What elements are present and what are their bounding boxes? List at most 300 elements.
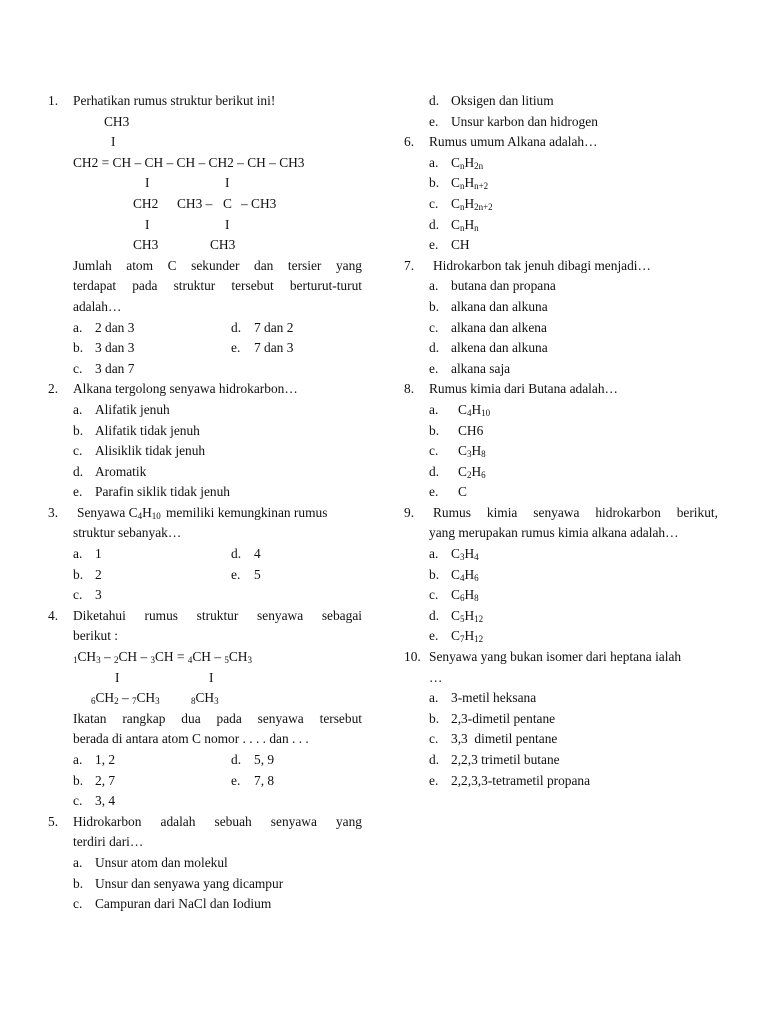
formula-subscript: 3 [459, 552, 465, 563]
option-row [48, 338, 362, 359]
bond-bar: I [225, 175, 230, 191]
formula-element: H [464, 195, 475, 211]
option-row [404, 194, 718, 215]
structure-row [48, 132, 362, 153]
question-text: Rumus kimia dari Butana adalah… [429, 381, 618, 397]
stem-text: Diketahui rumus struktur senyawa sebagai [73, 607, 362, 623]
option-row [404, 359, 718, 380]
formula-subscript: 6 [481, 469, 486, 480]
formula-subscript: 12 [474, 613, 484, 624]
option-letter: b. [73, 340, 84, 356]
stem-text: terdapat pada struktur tersebut berturut-turut [73, 278, 362, 294]
option-text: Unsur atom dan molekul [95, 854, 228, 870]
option-row [404, 709, 718, 730]
option-row [48, 771, 362, 792]
structure-row [48, 153, 362, 174]
structure-row [48, 173, 362, 194]
left-column [48, 91, 362, 915]
option-formula [458, 400, 490, 421]
formula-subscript: 6 [459, 593, 465, 604]
option-letter: a. [73, 401, 83, 417]
formula-group: CH [192, 649, 211, 665]
formula-element: C [451, 154, 460, 170]
question-text: Hidrokarbon tak jenuh dibagi menjadi… [433, 257, 651, 273]
question-number: 6. [404, 134, 415, 150]
formula-subscript: 4 [459, 572, 465, 583]
option-text: Oksigen dan litium [451, 93, 554, 108]
bond-bar: I [145, 175, 150, 191]
option-letter: b. [73, 875, 84, 891]
option-letter: c. [73, 443, 83, 459]
formula-bond: – [210, 649, 225, 665]
question-stem [48, 626, 362, 647]
option-row [48, 441, 362, 462]
formula-subscript: n [474, 222, 479, 233]
structure-text: CH3 [210, 237, 236, 253]
option-row [404, 750, 718, 771]
atom-number: 3 [150, 655, 155, 666]
formula-subscript: 7 [459, 634, 465, 645]
option-letter: e. [231, 772, 241, 788]
question-stem [48, 832, 362, 853]
option-text: alkana saja [451, 360, 511, 376]
option-letter: b. [73, 566, 84, 582]
option-row [404, 91, 718, 112]
option-text: 1, 2 [95, 752, 116, 767]
atom-number: 7 [132, 696, 137, 707]
q3-text-after: memiliki kemungkinan rumus [166, 504, 328, 520]
option-text: Campuran dari NaCl dan Iodium [95, 896, 272, 912]
formula-subscript: 2n+2 [474, 201, 493, 212]
formula-subscript: n [459, 201, 465, 212]
structure-text: CH3 [104, 113, 130, 129]
option-row [48, 462, 362, 483]
option-formula [451, 585, 479, 606]
option-text: 3-metil heksana [451, 690, 537, 706]
option-row [404, 338, 718, 359]
formula-subscript: 4 [474, 552, 479, 563]
option-text: 2,2,3 trimetil butane [451, 752, 560, 767]
option-row [404, 565, 718, 586]
option-text: Alisiklik tidak jenuh [95, 443, 206, 459]
formula-element: CH6 [458, 422, 484, 438]
option-letter: c. [429, 195, 439, 211]
option-row [404, 771, 718, 792]
formula-element: CH [451, 237, 470, 253]
formula-element: C [451, 587, 460, 603]
option-letter: b. [429, 175, 440, 191]
option-letter: a. [73, 546, 83, 562]
option-text: Parafin siklik tidak jenuh [95, 484, 230, 500]
option-text: alkena dan alkuna [451, 340, 548, 356]
option-text: 5, 9 [254, 752, 275, 767]
stem-text: Jumlah atom C sekunder dan tersier yang [73, 257, 362, 273]
formula-bond: – [118, 690, 132, 706]
option-text: 7 dan 2 [254, 319, 294, 335]
option-letter: e. [73, 484, 83, 500]
option-letter: d. [429, 216, 440, 232]
question-stem [48, 297, 362, 318]
option-letter: e. [231, 340, 241, 356]
option-formula [451, 153, 483, 174]
formula-subscript: 3 [466, 449, 472, 460]
stem-text: adalah… [73, 298, 122, 314]
option-letter: b. [73, 422, 84, 438]
option-row [404, 462, 718, 483]
formula-subscript: 3 [155, 696, 160, 707]
formula-bond: – [100, 649, 114, 665]
option-row [404, 235, 718, 256]
option-formula [451, 544, 479, 565]
option-row [48, 874, 362, 895]
structure-row [48, 215, 362, 236]
formula-double-bond: = [173, 649, 188, 665]
question-4 [48, 606, 362, 627]
formula-subscript: 8 [481, 449, 486, 460]
right-column [404, 91, 718, 791]
structure-text: CH3 – [177, 195, 213, 211]
option-letter: e. [231, 566, 241, 582]
q3-subscript-h: 10 [151, 510, 161, 521]
question-6 [404, 132, 718, 153]
stem-text: Rumus kimia senyawa hidrokarbon berikut, [433, 504, 718, 520]
stem-text: berikut : [73, 628, 118, 644]
formula-subscript: 2n [474, 160, 484, 171]
option-letter: b. [429, 422, 440, 438]
formula-subscript: 2 [114, 696, 119, 707]
formula-element: H [464, 607, 475, 623]
option-text: 2 dan 3 [95, 319, 135, 335]
option-letter: e. [429, 772, 439, 788]
formula-group: CH [195, 690, 215, 706]
formula-element: C [451, 195, 460, 211]
option-text: Unsur dan senyawa yang dicampur [95, 875, 284, 891]
formula-subscript: 3 [247, 655, 252, 666]
formula-element: H [464, 216, 475, 232]
formula-subscript: 12 [474, 634, 484, 645]
formula-element: H [464, 546, 475, 562]
formula-element: H [471, 401, 482, 417]
option-text: Aromatik [95, 463, 147, 479]
formula-element: C [458, 463, 467, 479]
formula-subscript: n [459, 160, 465, 171]
option-letter: c. [73, 896, 83, 912]
bond-bar: I [111, 134, 116, 150]
formula-subscript: 3 [96, 655, 101, 666]
question-number: 1. [48, 93, 59, 108]
option-letter: c. [429, 587, 439, 603]
q3-subscript-c: 4 [137, 510, 143, 521]
stem-text: … [429, 669, 443, 685]
atom-number: 2 [114, 655, 119, 666]
option-text: 2,2,3,3-tetrametil propana [451, 772, 591, 788]
formula-element: H [464, 587, 475, 603]
option-letter: a. [73, 752, 83, 767]
question-number: 7. [404, 257, 415, 273]
option-text: Alifatik tidak jenuh [95, 422, 200, 438]
question-number: 8. [404, 381, 415, 397]
option-row [48, 750, 362, 771]
formula-element: C [451, 175, 460, 191]
option-text: 7 dan 3 [254, 340, 294, 356]
option-text: alkana dan alkena [451, 319, 547, 335]
formula-element: C [451, 607, 460, 623]
option-row [404, 606, 718, 627]
formula-element: H [464, 566, 475, 582]
formula-element: C [458, 401, 467, 417]
formula-subscript: 6 [474, 572, 479, 583]
option-letter: d. [231, 319, 242, 335]
option-letter: a. [429, 401, 439, 417]
option-letter: e. [429, 360, 439, 376]
question-number: 10. [404, 649, 421, 665]
question-9 [404, 503, 718, 524]
option-row [48, 791, 362, 812]
option-row [404, 400, 718, 421]
option-text: Alifatik jenuh [95, 401, 170, 417]
option-text: 5 [254, 566, 261, 582]
option-formula [451, 626, 483, 647]
option-row [48, 400, 362, 421]
question-stem [48, 256, 362, 277]
option-letter: a. [73, 319, 83, 335]
question-stem [48, 709, 362, 730]
option-formula [451, 194, 493, 215]
formula-group: CH [95, 690, 115, 706]
formula-subscript: n+2 [474, 181, 489, 192]
option-text: 2,3-dimetil pentane [451, 710, 556, 726]
option-formula [451, 606, 483, 627]
option-row [48, 482, 362, 503]
option-row [404, 441, 718, 462]
formula-element: H [471, 443, 482, 459]
structure-text: CH3 [133, 237, 159, 253]
option-letter: a. [429, 154, 439, 170]
formula-group: CH [77, 649, 97, 665]
option-letter: b. [429, 566, 440, 582]
option-letter: d. [429, 463, 440, 479]
option-row [404, 153, 718, 174]
formula-group: CH [228, 649, 248, 665]
stem-text: yang merupakan rumus kimia alkana adalah… [429, 525, 679, 541]
option-formula [458, 421, 483, 442]
option-letter: d. [429, 93, 440, 108]
option-text: 3, 4 [95, 793, 116, 809]
question-stem [404, 523, 718, 544]
option-row [404, 297, 718, 318]
question-text: Alkana tergolong senyawa hidrokarbon… [73, 381, 298, 397]
atom-number: 5 [224, 655, 229, 666]
formula-element: C [451, 546, 460, 562]
option-row [404, 626, 718, 647]
formula-group: CH [136, 690, 156, 706]
option-row [48, 359, 362, 380]
structure-text: CH2 = CH – CH – CH – CH2 – CH – CH3 [73, 154, 305, 170]
option-formula [451, 235, 470, 256]
option-row [48, 421, 362, 442]
stem-text: terdiri dari… [73, 834, 144, 850]
question-number: 9. [404, 504, 415, 520]
question-stem [404, 668, 718, 689]
stem-text: struktur sebanyak… [73, 525, 182, 541]
structure-text: – CH3 [241, 195, 277, 211]
option-row [404, 688, 718, 709]
q3-text-before: Senyawa C [77, 504, 138, 520]
question-number: 5. [48, 813, 59, 829]
option-letter: a. [429, 278, 439, 294]
option-row [404, 112, 718, 133]
option-letter: d. [429, 752, 440, 767]
option-formula [458, 462, 486, 483]
formula-subscript: 10 [481, 407, 491, 418]
option-row [404, 482, 718, 503]
question-text: Senyawa yang bukan isomer dari heptana ialah [429, 649, 682, 665]
formula-group: CH [118, 649, 138, 665]
option-row [404, 729, 718, 750]
question-number: 2. [48, 381, 59, 397]
question-number: 4. [48, 607, 59, 623]
question-text: Rumus umum Alkana adalah… [429, 134, 598, 150]
option-formula [451, 215, 479, 236]
option-letter: e. [429, 628, 439, 644]
option-row [404, 544, 718, 565]
option-letter: c. [429, 731, 439, 747]
formula-subscript: 8 [474, 593, 479, 604]
option-text: 2, 7 [95, 772, 116, 788]
structure-row [48, 235, 362, 256]
atom-number: 8 [191, 696, 196, 707]
option-letter: c. [429, 319, 439, 335]
question-3 [48, 503, 362, 524]
option-letter: d. [73, 463, 84, 479]
option-letter: a. [429, 546, 439, 562]
option-row [48, 318, 362, 339]
option-row [404, 585, 718, 606]
option-row [48, 565, 362, 586]
option-letter: e. [429, 237, 439, 253]
stem-text: Hidrokarbon adalah sebuah senyawa yang [73, 813, 362, 829]
option-formula [458, 441, 486, 462]
structure-row [48, 194, 362, 215]
option-text: 3 dan 3 [95, 340, 135, 356]
q3-text-mid: H [142, 504, 152, 520]
option-text: 3,3 dimetil pentane [451, 731, 558, 747]
question-7 [404, 256, 718, 277]
formula-element: H [471, 463, 482, 479]
option-letter: c. [429, 443, 439, 459]
option-letter: d. [231, 546, 242, 562]
option-letter: b. [429, 710, 440, 726]
option-formula [458, 482, 467, 503]
option-text: Unsur karbon dan hidrogen [451, 113, 598, 129]
formula-subscript: 5 [459, 613, 465, 624]
bond-bar: I [115, 669, 120, 685]
option-letter: e. [429, 113, 439, 129]
option-letter: d. [429, 340, 440, 356]
formula-row [48, 668, 362, 689]
structure-text: CH2 [133, 195, 159, 211]
option-letter: c. [73, 793, 83, 809]
stem-text: Ikatan rangkap dua pada senyawa tersebut [73, 710, 362, 726]
option-letter: a. [73, 854, 83, 870]
question-5 [48, 812, 362, 833]
option-letter: d. [231, 752, 242, 767]
formula-element: C [451, 216, 460, 232]
question-text: Perhatikan rumus struktur berikut ini! [73, 93, 276, 108]
option-letter: b. [73, 772, 84, 788]
formula-bond: – [137, 649, 151, 665]
option-text: 2 [95, 566, 102, 582]
option-letter: b. [429, 298, 440, 314]
option-text: 4 [254, 546, 261, 562]
option-letter: a. [429, 690, 439, 706]
formula-element: C [458, 484, 467, 500]
formula-subscript: 2 [466, 469, 472, 480]
formula-element: H [464, 628, 475, 644]
formula-group: CH [155, 649, 174, 665]
option-formula [451, 173, 488, 194]
question-10 [404, 647, 718, 668]
stem-text: berada di antara atom C nomor . . . . dan . . . [73, 731, 309, 747]
atom-number: 4 [187, 655, 193, 666]
option-letter: c. [73, 587, 83, 603]
option-letter: c. [73, 360, 83, 376]
structure-row [48, 112, 362, 133]
formula-subscript: 3 [214, 696, 219, 707]
formula-element: C [451, 566, 460, 582]
option-text: 3 dan 7 [95, 360, 135, 376]
question-8 [404, 379, 718, 400]
option-text: 3 [95, 587, 102, 603]
option-row [404, 421, 718, 442]
formula-element: H [464, 154, 475, 170]
option-text: alkana dan alkuna [451, 298, 548, 314]
option-text: butana dan propana [451, 278, 556, 294]
formula-subscript: n [459, 222, 465, 233]
formula-element: H [464, 175, 475, 191]
formula-row [48, 688, 362, 709]
atom-number: 6 [91, 696, 96, 707]
formula-element: C [451, 628, 460, 644]
option-text: 1 [95, 546, 102, 562]
formula-row [48, 647, 362, 668]
option-row [404, 276, 718, 297]
structure-text: C [223, 195, 232, 211]
option-letter: e. [429, 484, 439, 500]
bond-bar: I [145, 216, 150, 232]
option-row [404, 215, 718, 236]
option-row [404, 173, 718, 194]
option-letter: d. [429, 607, 440, 623]
option-row [48, 585, 362, 606]
option-row [48, 894, 362, 915]
formula-element: C [458, 443, 467, 459]
question-stem [48, 276, 362, 297]
bond-bar: I [209, 669, 214, 685]
atom-number: 1 [73, 655, 78, 666]
formula-subscript: 4 [466, 407, 472, 418]
question-1 [48, 91, 362, 112]
option-formula [451, 565, 479, 586]
formula-subscript: n [459, 181, 465, 192]
option-row [48, 853, 362, 874]
question-number: 3. [48, 504, 59, 520]
option-text: 7, 8 [254, 772, 275, 788]
question-stem [48, 523, 362, 544]
option-row [48, 544, 362, 565]
question-2 [48, 379, 362, 400]
bond-bar: I [225, 216, 230, 232]
